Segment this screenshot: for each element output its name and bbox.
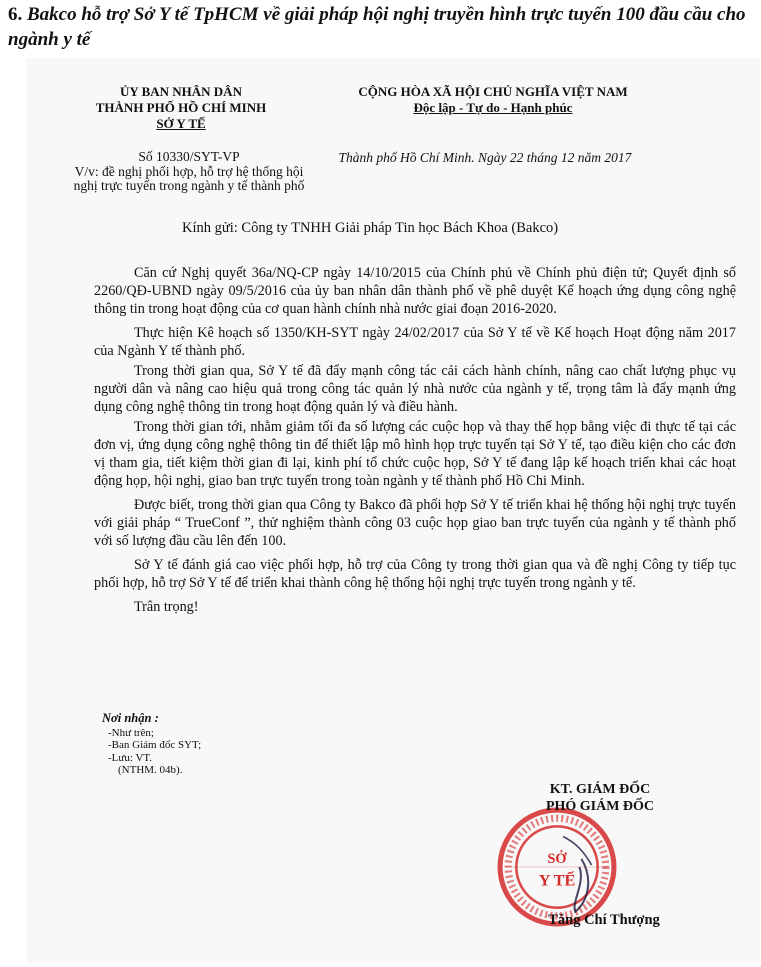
letter-body [94,264,736,622]
article-heading [8,2,753,52]
signer-name: Tăng Chí Thượng [548,912,660,928]
issuing-agency [78,84,284,132]
document-date: Thành phố Hồ Chí Minh. Ngày 22 tháng 12 năm 2017 [338,150,632,165]
body-paragraph: Căn cứ Nghị quyết 36a/NQ-CP ngày 14/10/2015 của Chính phủ về Chính phủ điện tử; Quyết định số 2260/QĐ-UBND ngày 09/5/2016 của ủy ban nhân dân thành phố về phê duyệt Kế hoạch ứng dụng công nghệ thông tin trong hoạt động của cơ quan hành chính nhà nước giai đoạn 2016-2020. [94,265,736,317]
signer-title2: PHÓ GIÁM ĐỐC [545,799,655,814]
recipient-item: -Lưu: VT. [108,751,153,764]
body-paragraph: Sở Y tế đánh giá cao việc phối hợp, hỗ trợ của Công ty trong thời gian qua và đề nghị Công ty tiếp tục phối hợp, hỗ trợ Sở Y tế để triển khai thành công hệ thống hội nghị trực tuyến trong ngành y tế. [94,557,736,591]
recipient-item: -Như trên; [108,726,154,739]
body-paragraph: Trong thời gian qua, Sở Y tế đã đẩy mạnh công tác cải cách hành chính, nâng cao chất lượng phục vụ người dân và nâng cao hiệu quả trong công tác quản lý nhà nước của ngành y tế, trọng tâm là đẩy mạnh ứng dụng công nghệ thông tin trong hoạt động quản lý và điều hành. [94,363,736,415]
svg-text:Y TẾ: Y TẾ [538,871,576,890]
recipient-item: -Ban Giám đốc SYT; [108,739,202,751]
signer-titles [520,781,680,815]
heading-number: 6. [8,4,23,25]
subject-line2: nghị trực tuyến trong ngành y tế thành phố [73,178,305,193]
official-stamp-icon [496,806,618,928]
subject-line1: V/v: đề nghị phối hợp, hỗ trợ hệ thống hội [74,163,304,179]
agency-line1: ỦY BAN NHÂN DÂN [120,84,242,99]
heading-title: Bakco hỗ trợ Sở Y tế TpHCM về giải pháp hội nghị truyền hình trực tuyến 100 đầu cầu cho ngành y tế [8,4,746,50]
agency-line2: THÀNH PHỐ HỒ CHÍ MINH [95,100,267,115]
recipients-block [102,712,201,777]
signer-title1: KT. GIÁM ĐỐC [549,782,651,797]
body-paragraph: Thực hiện Kê hoạch số 1350/KH-SYT ngày 24/02/2017 của Sở Y tế về Kế hoạch Hoạt động năm 2017 của Ngành Y tế thành phố. [94,325,736,359]
document-reference [64,150,314,194]
recipients-title: Nơi nhận : [102,711,159,725]
nation-name: CỘNG HÒA XÃ HỘI CHỦ NGHĨA VIỆT NAM [358,84,628,99]
closing: Trân trọng! [134,599,199,615]
recipient-item: (NTHM. 04b). [118,764,183,776]
body-paragraph: Được biết, trong thời gian qua Công ty Bakco đã phối hợp Sở Y tế triển khai hệ thống hội nghị trực tuyến với giải pháp “ TrueConf ”, thử nghiệm thành công 03 cuộc họp giao ban trực tuyến của ngành y tế thành phố với số lượng đầu cầu lên đến 100. [94,497,736,549]
letter-scan [26,58,760,963]
nation-motto: Độc lập - Tự do - Hạnh phúc [413,100,573,115]
greeting: Kính gửi: Công ty TNHH Giải pháp Tin học Bách Khoa (Bakco) [182,220,559,236]
body-paragraph: Trong thời gian tới, nhằm giảm tối đa số lượng các cuộc họp và thay thế họp bằng việc đi thực tế tại các đơn vị, ứng dụng công nghệ thông tin để thiết lập mô hình họp trực tuyến tại Sở Y tế, tạo điều kiện cho các đơn vị tham gia, tiết kiệm thời gian đi lại, kinh phí tổ chức cuộc họp, Sở Y tế đang lập kế hoạch triển khai các hoạt động họp, hội nghị, giao ban trực tuyến trong toàn ngành y tế thành phố Hồ Chi Minh. [94,419,736,489]
national-motto [338,84,648,116]
svg-text:SỞ: SỞ [547,850,567,867]
document-number: Số 10330/SYT-VP [138,149,240,164]
agency-line3: SỞ Y TẾ [156,116,206,131]
